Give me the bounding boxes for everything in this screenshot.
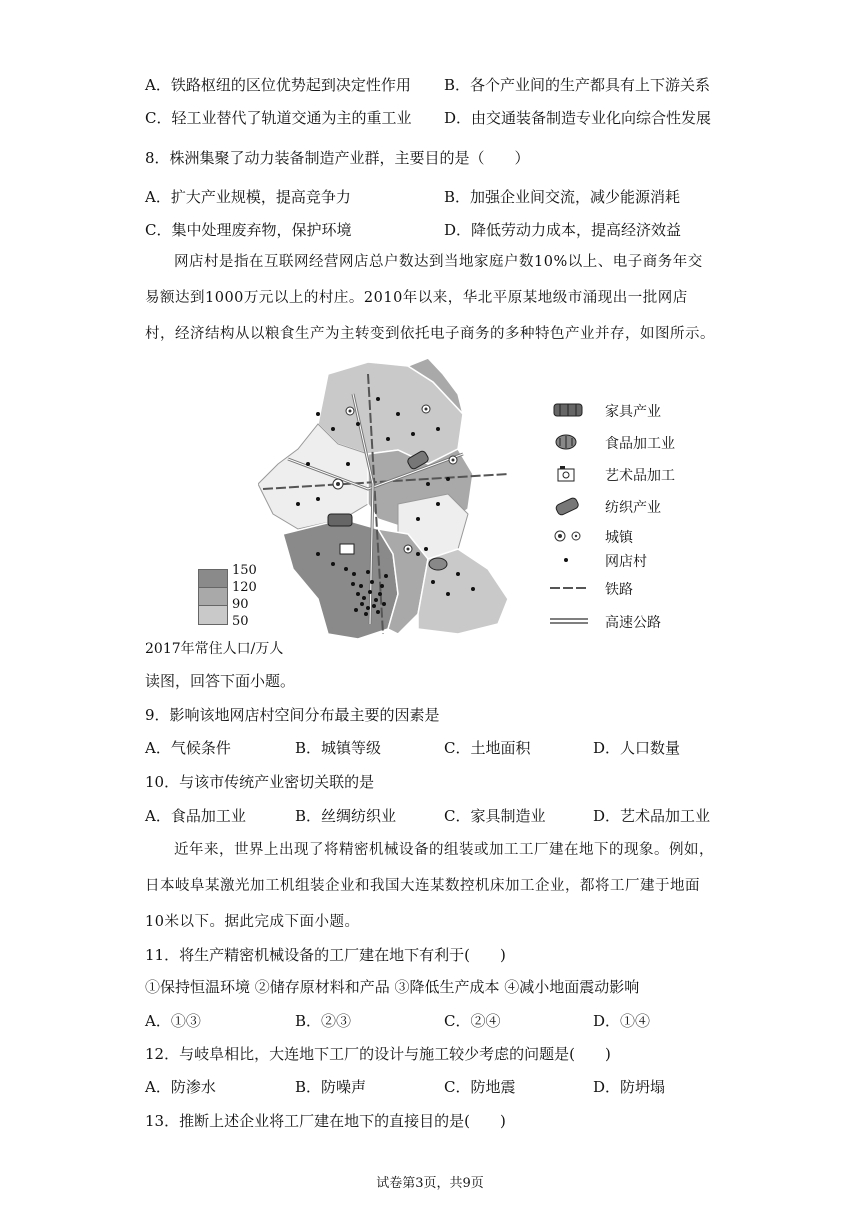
legend-art-label: 艺术品加工 <box>605 468 675 484</box>
scale-swatch-120 <box>198 587 228 607</box>
q8-option-c: C．集中处理废弃物，保护环境 <box>145 221 352 239</box>
scale-label-120: 120 <box>232 580 257 595</box>
legend-food-label: 食品加工业 <box>605 436 675 452</box>
q8-option-d: D．降低劳动力成本，提高经济效益 <box>444 221 682 239</box>
food-symbol-map <box>429 558 447 570</box>
q11-items: ①保持恒温环境 ②储存原材料和产品 ③降低生产成本 ④减小地面震动影响 <box>145 978 640 996</box>
scale-label-150: 150 <box>232 563 257 578</box>
legend-highway-label: 高速公路 <box>605 615 661 631</box>
legend-furniture-label: 家具产业 <box>605 404 661 420</box>
art-icon <box>550 464 590 484</box>
q7-option-c: C．轻工业替代了轨道交通为主的重工业 <box>145 109 412 127</box>
q12-option-d: D．防坍塌 <box>593 1078 666 1096</box>
population-map <box>258 354 518 644</box>
legend-town-label: 城镇 <box>605 530 633 546</box>
q9-option-a: A．气候条件 <box>145 739 231 757</box>
legend-art <box>550 464 730 486</box>
legend-village-label: 网店村 <box>605 554 647 570</box>
furniture-icon <box>550 400 590 420</box>
scale-label-90: 90 <box>232 597 249 612</box>
q11-option-c: C．②④ <box>444 1012 501 1030</box>
q7-option-b: B．各个产业间的生产都具有上下游关系 <box>444 76 711 94</box>
q9-stem: 9．影响该地网店村空间分布最主要的因素是 <box>145 706 440 724</box>
passage-underground-factories: 近年来，世界上出现了将精密机械设备的组装或加工工厂建在地下的现象。例如，日本岐阜某激光加工机组装企业和我国大连某数控机床加工企业，都将工厂建于地面10米以下。据此完成下面小题。 <box>145 842 714 930</box>
legend-railway <box>550 578 730 600</box>
scale-swatch-90 <box>198 605 228 625</box>
q8-option-b: B．加强企业间交流，减少能源消耗 <box>444 188 681 206</box>
q12-stem: 12．与岐阜相比，大连地下工厂的设计与施工较少考虑的问题是( ) <box>145 1045 611 1063</box>
q13-stem: 13．推断上述企业将工厂建在地下的直接目的是( ) <box>145 1112 506 1130</box>
textile-icon <box>550 496 590 516</box>
q8-stem: 8．株洲集聚了动力装备制造产业群，主要目的是（ ） <box>145 149 530 167</box>
legend-textile <box>550 496 730 518</box>
highway-icon <box>550 611 590 631</box>
q10-stem: 10．与该市传统产业密切关联的是 <box>145 773 375 791</box>
village-dot-icon <box>550 550 590 570</box>
read-prompt: 读图，回答下面小题。 <box>145 672 296 690</box>
legend-furniture <box>550 400 730 422</box>
art-symbol-map <box>340 544 354 554</box>
q10-option-c: C．家具制造业 <box>444 807 546 825</box>
legend-textile-label: 纺织产业 <box>605 500 661 516</box>
map-caption: 2017年常住人口/万人 <box>145 641 284 657</box>
q11-option-a: A．①③ <box>145 1012 201 1030</box>
scale-label-50: 50 <box>232 614 249 629</box>
q7-option-a: A．铁路枢纽的区位优势起到决定性作用 <box>145 76 411 94</box>
food-icon <box>550 432 590 452</box>
q10-option-a: A．食品加工业 <box>145 807 246 825</box>
scale-swatch-150 <box>198 569 228 589</box>
q12-option-a: A．防渗水 <box>145 1078 216 1096</box>
q10-option-b: B．丝绸纺织业 <box>295 807 397 825</box>
railway-icon <box>550 578 590 598</box>
q9-option-b: B．城镇等级 <box>295 739 382 757</box>
q12-option-b: B．防噪声 <box>295 1078 367 1096</box>
map-region-southwest <box>283 519 398 639</box>
page-footer: 试卷第3页，共9页 <box>376 1176 484 1191</box>
q8-option-a: A．扩大产业规模，提高竞争力 <box>145 188 351 206</box>
legend-town <box>550 526 730 548</box>
q11-option-b: B．②③ <box>295 1012 352 1030</box>
legend-food <box>550 432 730 454</box>
legend-railway-label: 铁路 <box>605 582 633 598</box>
q7-option-d: D．由交通装备制造专业化向综合性发展 <box>444 109 712 127</box>
furniture-symbol-map <box>328 514 352 526</box>
q12-option-c: C．防地震 <box>444 1078 516 1096</box>
town-icon <box>550 526 590 546</box>
passage-online-store-villages: 网店村是指在互联网经营网店总户数达到当地家庭户数10%以上、电子商务年交易额达到1000万元以上的村庄。2010年以来，华北平原某地级市涌现出一批网店村，经济结构从以粮食生产为主转变到依托电子商务的多种特色产业并存，如图所示。 <box>145 254 715 342</box>
legend-village <box>550 550 730 572</box>
q10-option-d: D．艺术品加工业 <box>593 807 711 825</box>
legend-highway <box>550 611 730 633</box>
q11-stem: 11．将生产精密机械设备的工厂建在地下有利于( ) <box>145 946 506 964</box>
q11-option-d: D．①④ <box>593 1012 651 1030</box>
q9-option-d: D．人口数量 <box>593 739 681 757</box>
q9-option-c: C．土地面积 <box>444 739 531 757</box>
